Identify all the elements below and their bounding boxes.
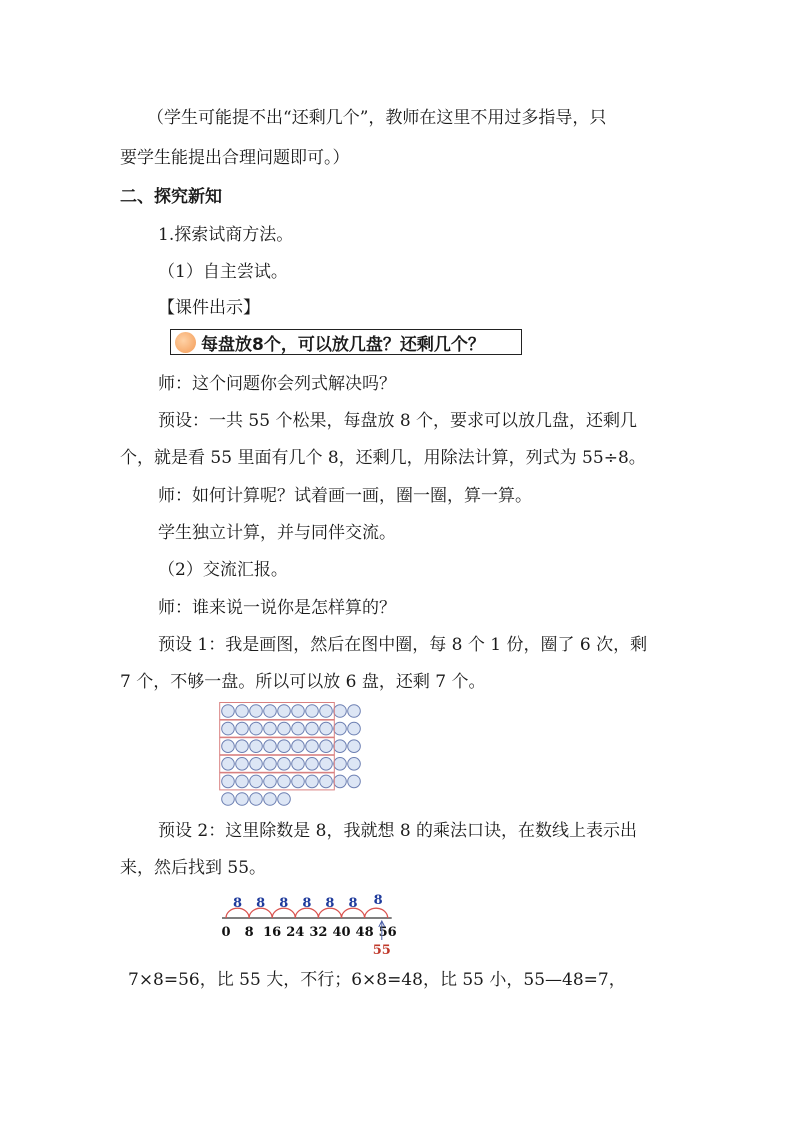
circle-item: [292, 722, 305, 735]
list-item: （1）自主尝试。: [158, 262, 288, 282]
jump-label: 8: [348, 896, 358, 911]
circle-item: [250, 705, 263, 718]
circle-item: [292, 740, 305, 753]
circle-item: [334, 758, 347, 771]
circle-item: [292, 775, 305, 788]
circle-item: [222, 775, 235, 788]
jump-label: 8: [256, 896, 266, 911]
paragraph-line: 来，然后找到 55。: [120, 858, 267, 878]
jump-label: 8: [373, 893, 383, 908]
paragraph-line: 要学生能提出合理问题即可。）: [120, 148, 350, 168]
circle-item: [236, 758, 249, 771]
paragraph-line: 7×8=56，比 55 大，不行；6×8=48，比 55 小，55—48=7，: [128, 970, 626, 990]
circle-item: [264, 722, 277, 735]
circle-item: [278, 758, 291, 771]
tick-label: 24: [286, 925, 305, 940]
circle-item: [264, 793, 277, 806]
tick-label: 16: [263, 925, 282, 940]
circle-item: [250, 775, 263, 788]
circle-item: [306, 722, 319, 735]
circle-item: [334, 775, 347, 788]
circle-item: [278, 740, 291, 753]
circle-item: [236, 793, 249, 806]
tick-label: 56: [378, 925, 397, 940]
circle-item: [250, 722, 263, 735]
tick-label: 8: [244, 925, 254, 940]
circle-item: [334, 705, 347, 718]
circle-item: [292, 758, 305, 771]
circle-item: [250, 740, 263, 753]
paragraph-line: 预设 2：这里除数是 8，我就想 8 的乘法口诀，在数线上表示出: [158, 821, 638, 841]
circle-item: [264, 740, 277, 753]
circle-item: [236, 705, 249, 718]
list-item: 1.探索试商方法。: [158, 225, 294, 245]
marker-label: 55: [372, 943, 391, 958]
circle-item: [320, 705, 333, 718]
jump-label: 8: [302, 896, 312, 911]
circle-grid-figure: [218, 701, 368, 809]
circle-item: [306, 740, 319, 753]
number-line-figure: [210, 890, 430, 960]
circle-item: [236, 775, 249, 788]
circle-item: [334, 722, 347, 735]
circle-item: [320, 775, 333, 788]
circle-item: [306, 705, 319, 718]
circle-item: [348, 758, 361, 771]
circle-item: [222, 740, 235, 753]
paragraph-line: 预设 1：我是画图，然后在图中圈，每 8 个 1 份，圈了 6 次，剩: [158, 635, 648, 655]
circle-item: [348, 775, 361, 788]
circle-item: [320, 722, 333, 735]
paragraph-line: （学生可能提不出“还剩几个”，教师在这里不用过多指导，只: [147, 108, 607, 128]
circle-item: [278, 722, 291, 735]
circle-item: [278, 705, 291, 718]
paragraph-line: 师：这个问题你会列式解决吗？: [158, 374, 396, 394]
circle-item: [264, 758, 277, 771]
circle-item: [264, 705, 277, 718]
paragraph-line: 预设：一共 55 个松果，每盘放 8 个，要求可以放几盘，还剩几: [158, 411, 638, 431]
circle-item: [250, 793, 263, 806]
tick-label: 0: [221, 925, 231, 940]
jump-label: 8: [325, 896, 335, 911]
circle-item: [236, 722, 249, 735]
section-heading: 二、探究新知: [120, 187, 222, 207]
tick-label: 40: [332, 925, 351, 940]
circle-item: [250, 758, 263, 771]
circle-item: [320, 758, 333, 771]
circle-item: [264, 775, 277, 788]
circle-item: [348, 740, 361, 753]
circle-item: [306, 758, 319, 771]
courseware-label: 【课件出示】: [158, 298, 260, 318]
tick-label: 48: [355, 925, 374, 940]
circle-item: [334, 740, 347, 753]
circle-item: [222, 793, 235, 806]
jump-label: 8: [233, 896, 243, 911]
question-box: [170, 329, 522, 355]
paragraph-line: 个，就是看 55 里面有几个 8，还剩几，用除法计算，列式为 55÷8。: [120, 448, 646, 468]
circle-item: [278, 775, 291, 788]
circle-item: [222, 722, 235, 735]
circle-item: [348, 722, 361, 735]
circle-item: [222, 705, 235, 718]
jump-arc: [365, 908, 388, 918]
paragraph-line: 师：谁来说一说你是怎样算的？: [158, 598, 396, 618]
list-item: （2）交流汇报。: [158, 560, 288, 580]
paragraph-line: 师：如何计算呢？试着画一画，圈一圈，算一算。: [158, 486, 532, 506]
circle-item: [292, 705, 305, 718]
circle-item: [306, 775, 319, 788]
orange-dot-icon: [175, 332, 196, 353]
circle-item: [222, 758, 235, 771]
circle-item: [278, 793, 291, 806]
paragraph-line: 7 个，不够一盘。所以可以放 6 盘，还剩 7 个。: [120, 672, 486, 692]
circle-item: [320, 740, 333, 753]
jump-label: 8: [279, 896, 289, 911]
circle-item: [236, 740, 249, 753]
paragraph-line: 学生独立计算，并与同伴交流。: [158, 523, 396, 543]
question-text: 每盘放8个，可以放几盘？还剩几个？: [201, 334, 485, 355]
tick-label: 32: [309, 925, 328, 940]
circle-item: [348, 705, 361, 718]
